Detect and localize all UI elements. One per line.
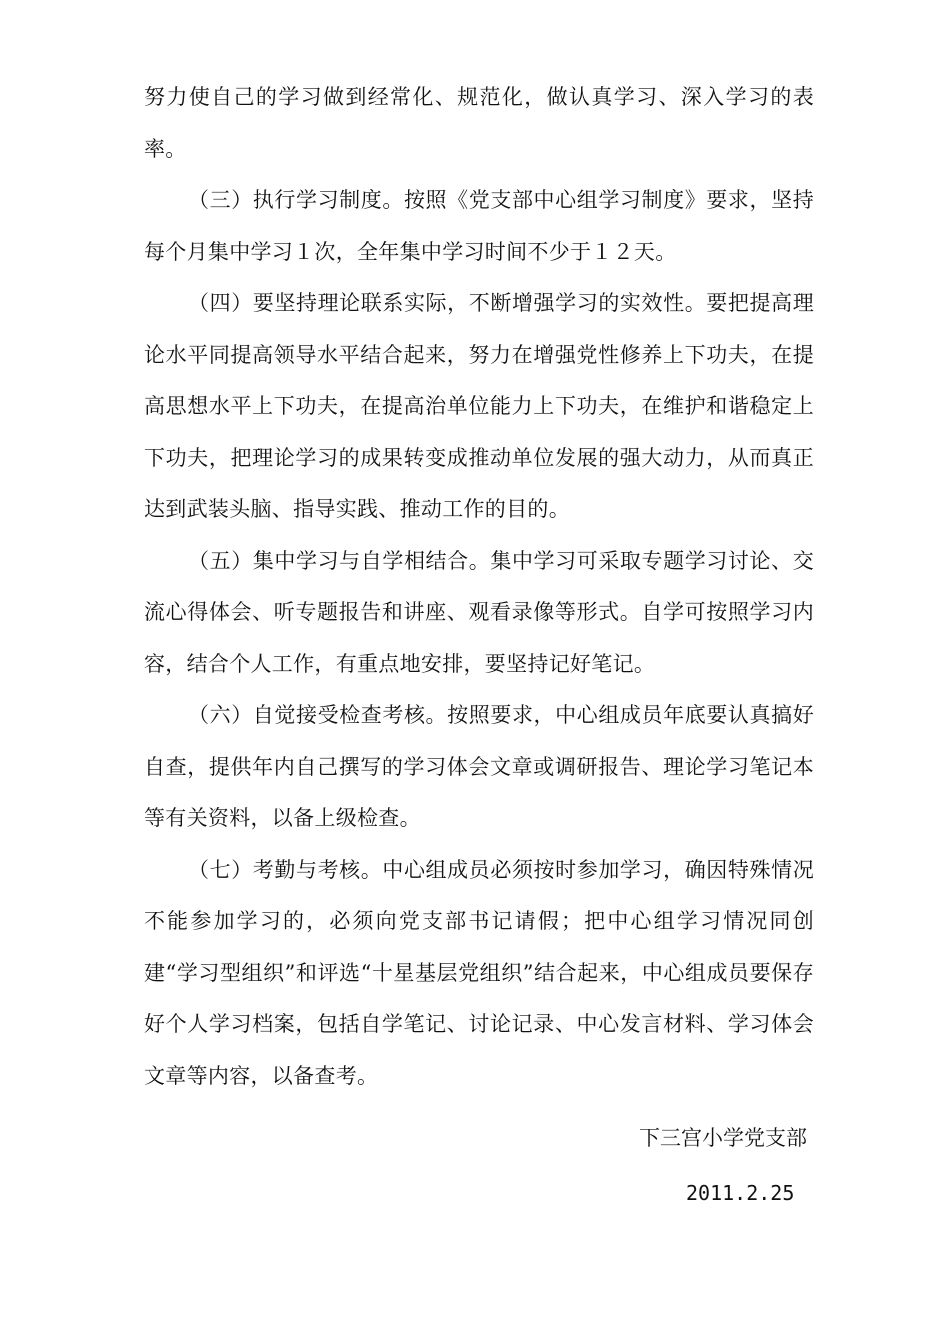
document-body [144,72,814,1102]
paragraph-combined-study: （五）集中学习与自学相结合。集中学习可采取专题学习讨论、交流心得体会、听专题报告和讲座、观看录像等形式。自学可按照学习内容，结合个人工作，有重点地安排，要坚持记好笔记。 [144,548,814,676]
paragraph-continuation: 努力使自己的学习做到经常化、规范化，做认真学习、深入学习的表率。 [144,85,814,161]
signature-organization: 下三宫小学党支部 [639,1126,807,1150]
paragraph-inspection: （六）自觉接受检查考核。按照要求，中心组成员年底要认真搞好自查，提供年内自己撰写的学习体会文章或调研报告、理论学习笔记本等有关资料，以备上级检查。 [144,703,814,830]
paragraph-attendance: （七）考勤与考核。中心组成员必须按时参加学习，确因特殊情况不能参加学习的，必须向党支部书记请假；把中心组学习情况同创建“学习型组织”和评选“十星基层党组织”结合起来，中心组成员要保存好个人学习档案，包括自学笔记、讨论记录、中心发言材料、学习体会文章等内容，以备查考。 [144,857,814,1088]
paragraph-study-system: （三）执行学习制度。按照《党支部中心组学习制度》要求，坚持每个月集中学习１次，全年集中学习时间不少于１２天。 [144,188,814,264]
signature-date: 2011.2.25 [686,1181,795,1205]
paragraph-theory-practice: （四）要坚持理论联系实际，不断增强学习的实效性。要把提高理论水平同提高领导水平结合起来，努力在增强党性修养上下功夫，在提高思想水平上下功夫，在提高治单位能力上下功夫，在维护和谐稳定上下功夫，把理论学习的成果转变成推动单位发展的强大动力，从而真正达到武装头脑、指导实践、推动工作的目的。 [144,291,814,521]
